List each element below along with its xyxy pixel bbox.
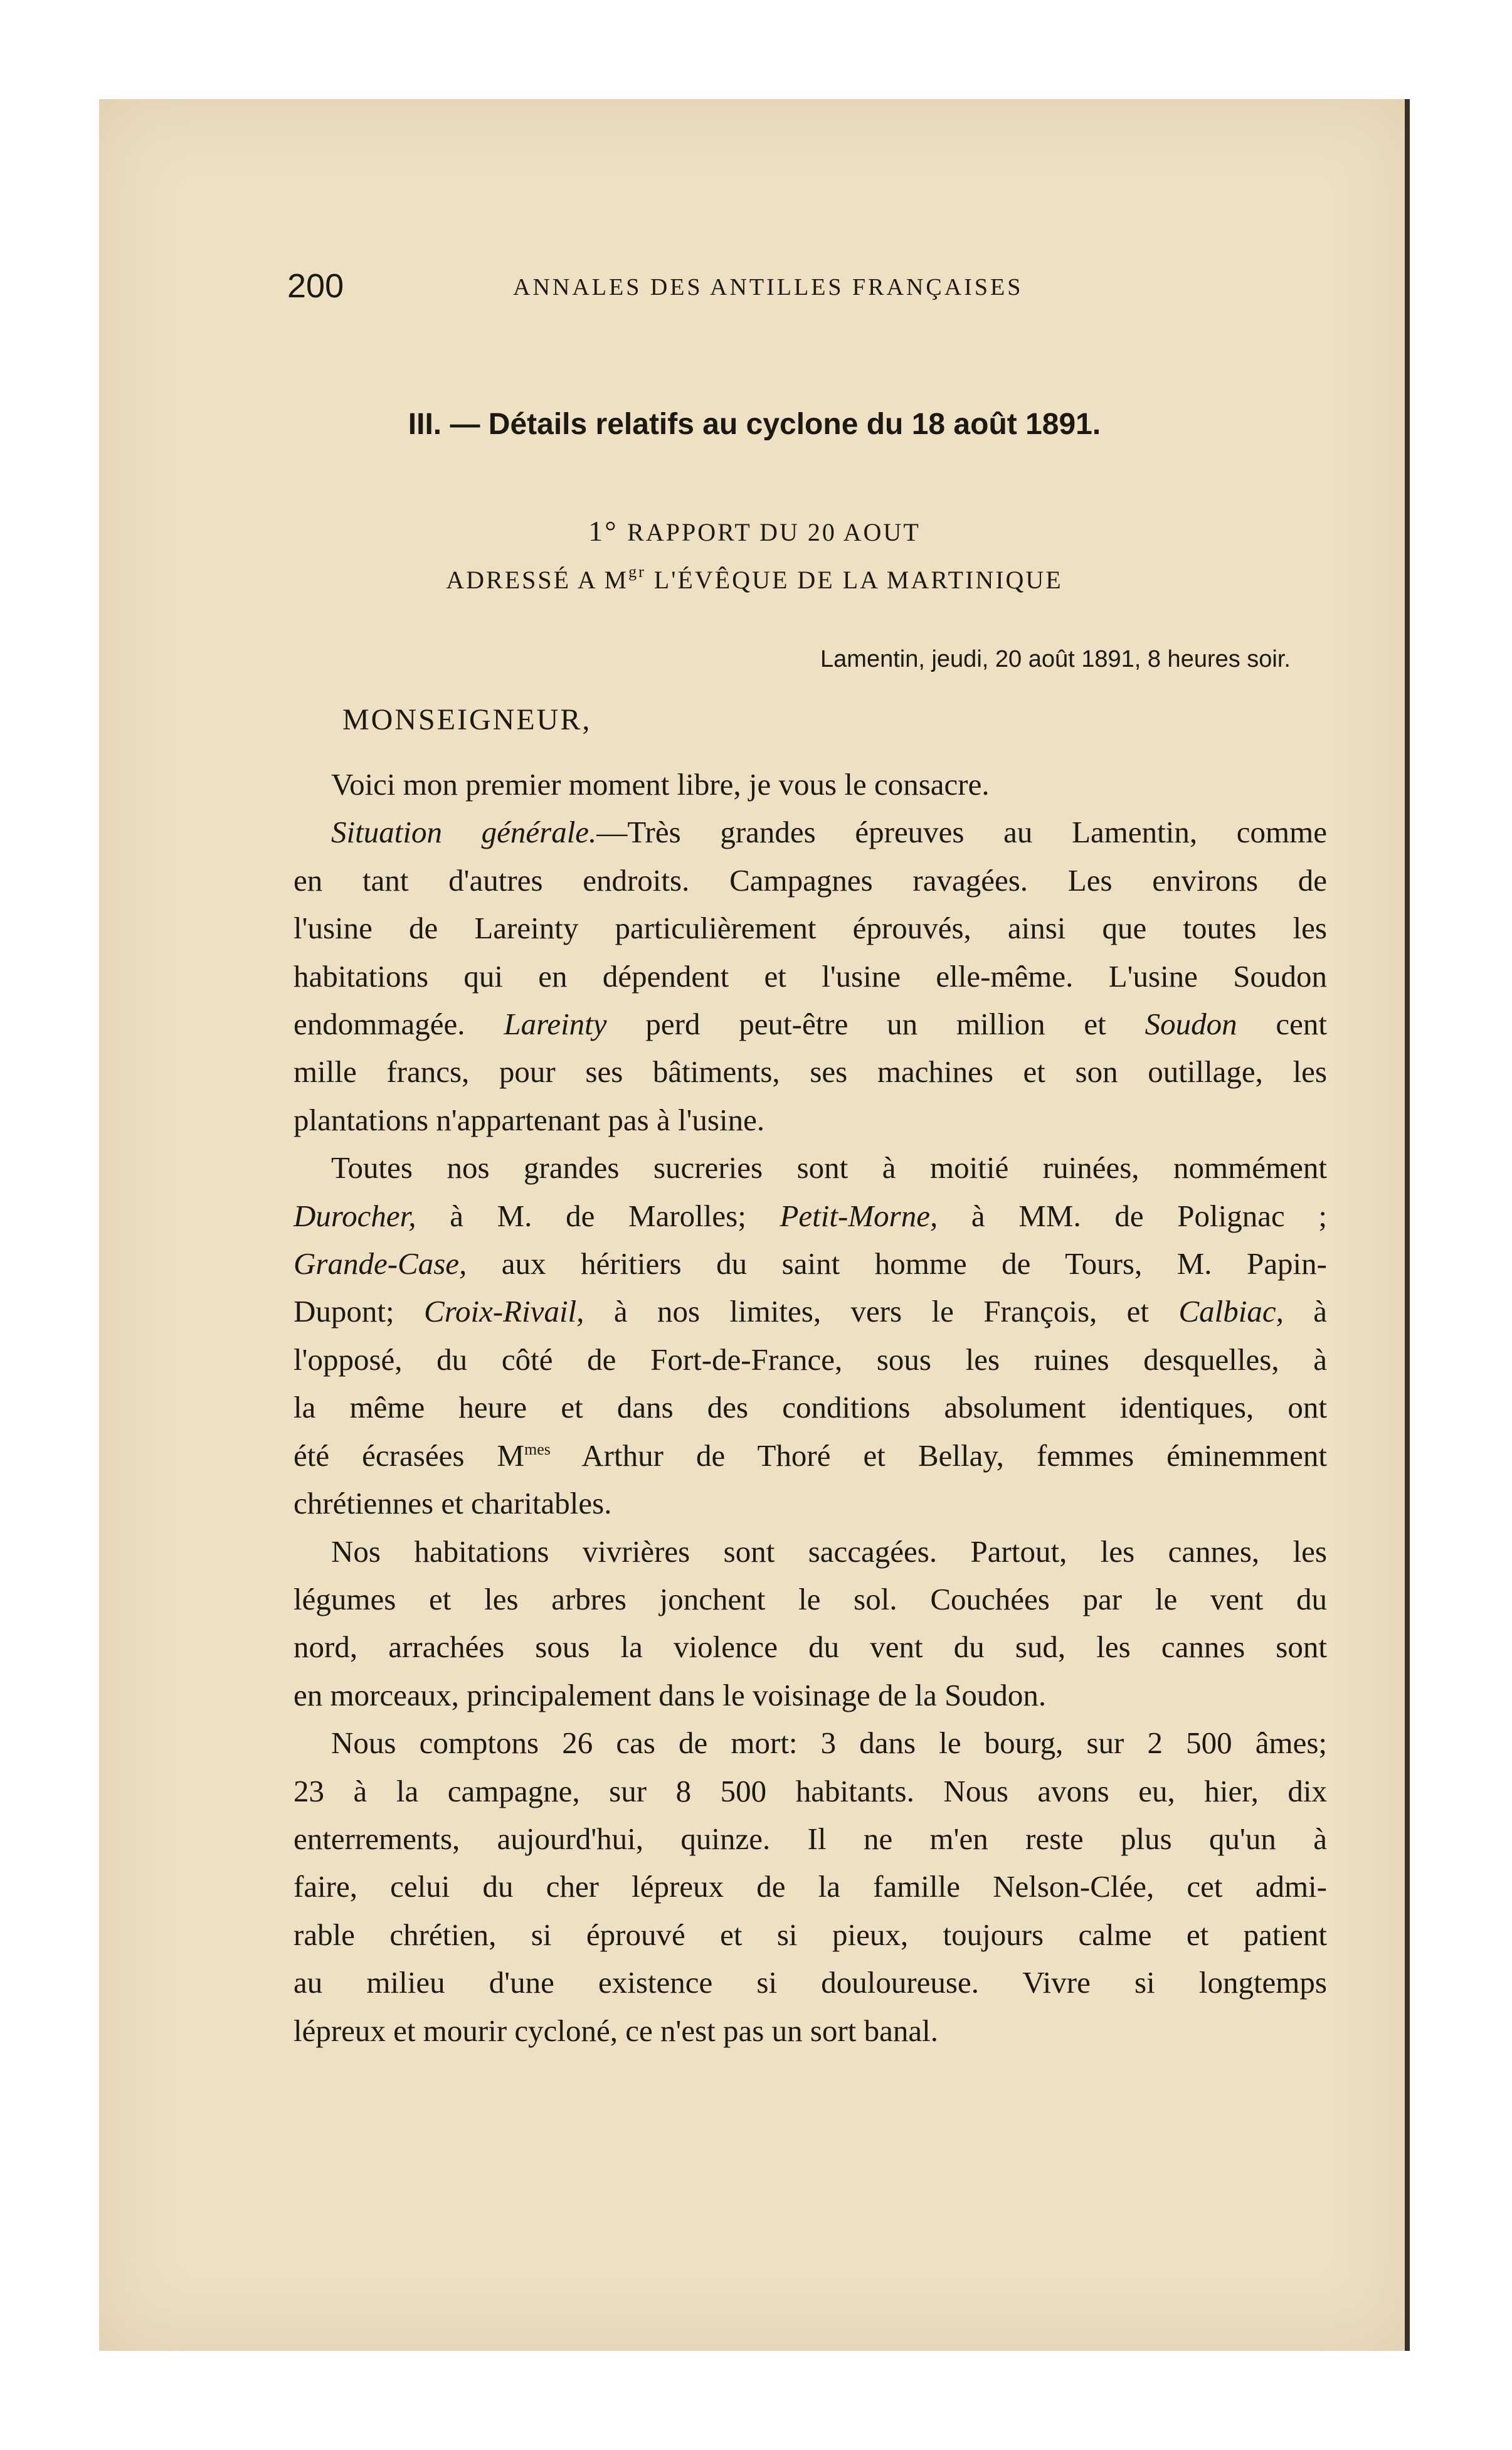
text-line: au milieu d'une existence si douloureuse. Vivre si longtemps [293, 1965, 1327, 2000]
text-line: Voici mon premier moment libre, je vous le consacre. [331, 767, 990, 802]
text-line: en tant d'autres endroits. Campagnes ravagées. Les environs de [293, 862, 1327, 898]
text-line: plantations n'appartenant pas à l'usine. [293, 1102, 765, 1137]
text-line: faire, celui du cher lépreux de la famille Nelson-Clée, cet admi- [293, 1869, 1327, 1904]
italic-name: Petit-Morne, [780, 1198, 938, 1233]
text-line: été écrasées $M^{mes}$ Arthur de Thoré et Bellay, femmes éminemment [293, 1438, 1327, 1473]
text-line: nord, arrachées sous la violence du vent du sud, les cannes sont [293, 1630, 1327, 1665]
text-line: 23 à la campagne, sur 8 500 habitants. Nous avons eu, hier, dix [293, 1773, 1327, 1808]
text-line: chrétiennes et charitables. [293, 1486, 612, 1521]
report-title [99, 513, 1410, 551]
italic-heading: Situation générale. [331, 815, 597, 850]
report-title-number: 1° [588, 515, 618, 547]
italic-name: Lareinty [504, 1007, 607, 1042]
report-address-superscript: gr [628, 563, 646, 581]
book-page [99, 99, 1410, 2351]
salutation: MONSEIGNEUR, [342, 703, 592, 736]
page-number: 200 [287, 267, 344, 305]
text-line: Nos habitations vivrières sont saccagées. Partout, les cannes, les [331, 1534, 1327, 1569]
report-address-prefix: ADRESSÉ A M [446, 566, 629, 594]
text-line: Toutes nos grandes sucreries sont à moitié ruinées, nommément [331, 1150, 1327, 1185]
text-line: Grande-Case, aux héritiers du saint homme de Tours, M. Papin- [293, 1246, 1327, 1281]
text-line: rable chrétien, si éprouvé et si pieux, toujours calme et patient [293, 1917, 1327, 1952]
italic-name: Calbiac, [1178, 1294, 1284, 1329]
report-address [99, 562, 1410, 598]
section-title: III. — Détails relatifs au cyclone du 18 août 1891. [408, 408, 1101, 441]
superscript: mes [524, 1440, 551, 1458]
text-line: l'usine de Lareinty particulièrement éprouvés, ainsi que toutes les [293, 911, 1327, 946]
italic-name: Grande-Case, [293, 1246, 467, 1281]
text-line: la même heure et dans des conditions absolument identiques, ont [293, 1390, 1327, 1425]
text-line: Nous comptons 26 cas de mort: 3 dans le bourg, sur 2 500 âmes; [331, 1726, 1327, 1761]
dateline: Lamentin, jeudi, 20 août 1891, 8 heures soir. [820, 646, 1291, 672]
text-line: légumes et les arbres jonchent le sol. Couchées par le vent du [293, 1581, 1327, 1616]
italic-name: Croix-Rivail, [424, 1294, 584, 1329]
text-line: mille francs, pour ses bâtiments, ses machines et son outillage, les [293, 1054, 1327, 1090]
text-line: Situation générale.—Très grandes épreuves au Lamentin, comme [331, 815, 1327, 850]
report-address-suffix: L'ÉVÊQUE DE LA MARTINIQUE [653, 566, 1063, 594]
letter-body [293, 761, 1327, 2055]
text-line: lépreux et mourir cycloné, ce n'est pas un sort banal. [293, 2013, 938, 2048]
text-line: en morceaux, principalement dans le voisinage de la Soudon. [293, 1677, 1047, 1712]
italic-name: Soudon [1145, 1007, 1237, 1042]
text-line: Durocher, à M. de Marolles; Petit-Morne, à MM. de Polignac ; [293, 1198, 1328, 1233]
text-line: habitations qui en dépendent et l'usine elle-même. L'usine Soudon [293, 958, 1327, 994]
italic-name: Durocher, [293, 1198, 416, 1233]
running-head: ANNALES DES ANTILLES FRANÇAISES [513, 274, 1023, 300]
text-line: l'opposé, du côté de Fort-de-France, sous les ruines desquelles, à [293, 1342, 1327, 1377]
text-line: enterrements, aujourd'hui, quinze. Il ne m'en reste plus qu'un à [293, 1821, 1327, 1856]
text-line: Dupont; Croix-Rivail, à nos limites, vers le François, et Calbiac, à [293, 1294, 1328, 1329]
text-line: endommagée. Lareinty perd peut-être un million et Soudon cent [293, 1007, 1328, 1042]
report-title-text: RAPPORT DU 20 AOUT [627, 518, 921, 546]
